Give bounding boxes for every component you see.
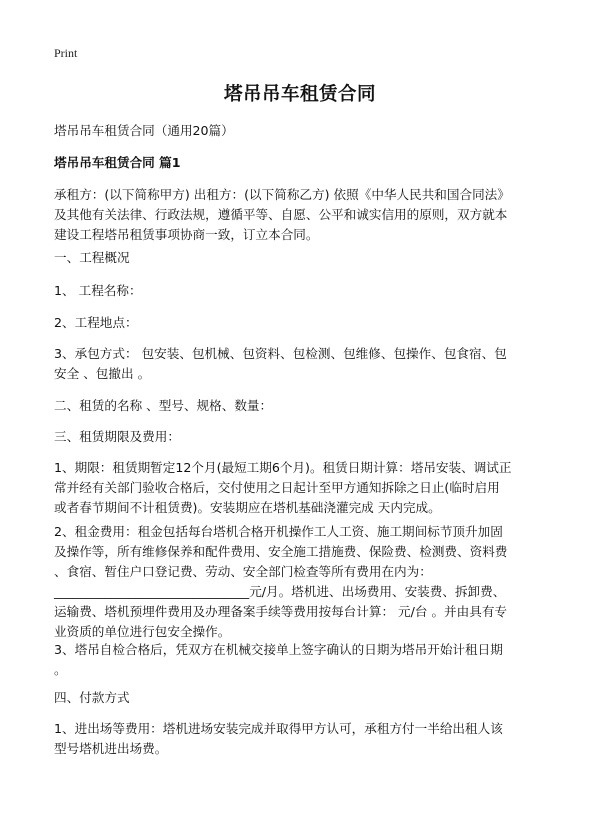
document-title: 塔吊吊车租赁合同	[223, 84, 376, 105]
rent-line	[54, 582, 549, 602]
term-paragraph	[54, 458, 549, 518]
rent-blank: _______________________________	[54, 584, 250, 599]
print-label: Print	[54, 46, 78, 60]
term-line: 1、期限：租赁期暂定12个月(最短工期6个月)。租赁日期计算：塔吊安装、调试正	[54, 460, 512, 475]
rent-paragraph	[54, 522, 549, 642]
section-3-text: 三、租赁期限及费用：	[54, 429, 180, 444]
section-heading	[54, 153, 549, 173]
project-location-text: 2、工程地点：	[54, 315, 138, 330]
section-4-text: 四、付款方式	[54, 690, 130, 705]
item-project-name	[54, 281, 549, 301]
intro-line: 及其他有关法律、行政法规，遵循平等、自愿、公平和诚实信用的原则，双方就本	[54, 207, 508, 222]
section-heading-text: 塔吊吊车租赁合同 篇1	[54, 155, 181, 170]
inspection-paragraph	[54, 640, 549, 680]
intro-paragraph	[54, 185, 549, 245]
rent-line: 2、租金费用：租金包括每台塔机合格开机操作工人工资、施工期间标节顶升加固	[54, 524, 503, 539]
section-2-heading	[54, 396, 549, 416]
term-line: 或者春节期间不计租赁费)。安装期应在塔机基础浇灌完成 天内完成。	[54, 500, 441, 515]
inspection-line: 3、塔吊自检合格后，凭双方在机械交接单上签字确认的日期为塔吊开始计租日期	[54, 642, 503, 657]
entry-fee-line: 1、进出场等费用：塔机进场安装完成并取得甲方认可，承租方付一半给出租人该	[54, 721, 503, 736]
document-subtitle	[54, 121, 549, 141]
intro-line: 建设工程塔吊租赁事项协商一致，订立本合同。	[54, 227, 319, 242]
entry-fee-paragraph	[54, 719, 549, 759]
contract-line: 安全 、包撤出 。	[54, 366, 151, 381]
rent-line: 、食宿、暂住户口登记费、劳动、安全部门检查等所有费用在内为：	[54, 564, 432, 579]
term-line: 常并经有关部门验收合格后，交付使用之日起计至甲方通知拆除之日止(临时启用	[54, 480, 500, 495]
project-name-text: 1、 工程名称：	[54, 283, 142, 298]
section-3-heading	[54, 427, 549, 447]
rent-line: 运输费、塔机预埋件费用及办理备案手续等费用按每台计算： 元/台 。并由具有专	[54, 604, 508, 619]
entry-fee-line: 型号塔机进出场费。	[54, 741, 168, 756]
section-1-text: 一、工程概况	[54, 250, 130, 265]
rent-line-rest: 元/月。塔机进、出场费用、安装费、拆卸费、	[249, 584, 506, 599]
section-1-heading	[54, 248, 549, 268]
inspection-line: 。	[54, 662, 67, 677]
subtitle-text: 塔吊吊车租赁合同（通用20篇）	[54, 123, 234, 138]
rent-line: 及操作等，所有维修保养和配件费用、安全施工措施费、保险费、检测费、资料费	[54, 544, 508, 559]
rent-line: 业资质的单位进行包安全操作。	[54, 624, 231, 639]
contract-line: 3、承包方式： 包安装、包机械、包资料、包检测、包维修、包操作、包食宿、包	[54, 346, 507, 361]
contract-mode-paragraph	[54, 344, 549, 384]
intro-line: 承租方：(以下简称甲方) 出租方：(以下简称乙方) 依照《中华人民共和国合同法》	[54, 187, 510, 202]
section-2-text: 二、租赁的名称 、型号、规格、数量：	[54, 398, 273, 413]
section-4-heading	[54, 688, 549, 708]
item-project-location	[54, 313, 549, 333]
